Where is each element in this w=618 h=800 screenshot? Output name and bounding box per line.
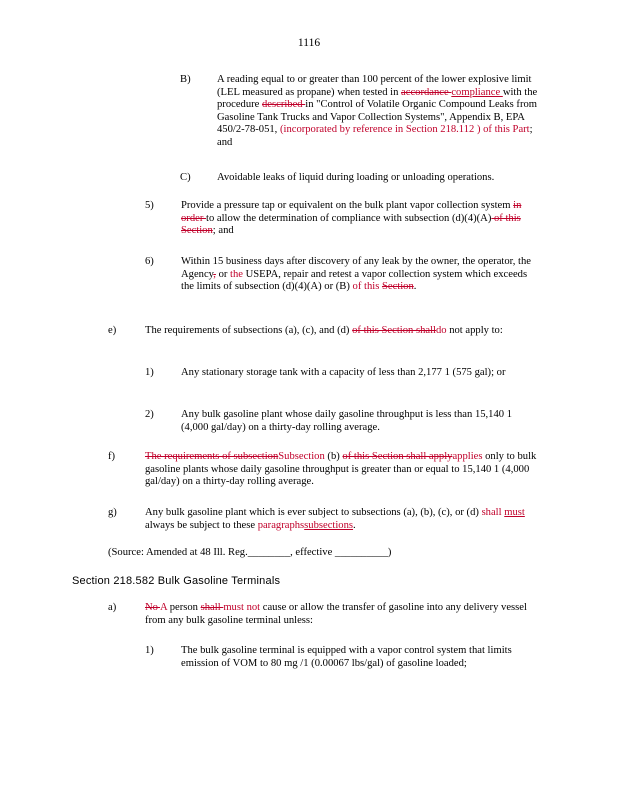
deleted-text: of this Section shall [352, 325, 436, 336]
text-run: Within 15 business days after discovery of any leak by the owner, the operator, the Agency [181, 256, 531, 280]
deleted-text: in order [181, 200, 522, 224]
inserted-text: Subsection [278, 451, 325, 462]
inserted-text: (incorporated by reference in Section 218.112 ) of this Part [279, 124, 530, 136]
text-run: (b) [324, 451, 343, 462]
item-label: 2) [145, 409, 154, 420]
deleted-text: The requirements of subsection [145, 451, 279, 462]
paragraph-item-e1 [181, 367, 539, 380]
inserted-text: do [435, 325, 447, 336]
item-label: C) [180, 172, 191, 183]
item-label: f) [108, 451, 116, 462]
paragraph-item-6 [181, 256, 539, 294]
paragraph-item-c [217, 172, 539, 185]
text-run: The bulk gasoline terminal is equipped with a vapor control system that limits emission of VOM to 80 mg /1 (0.00067 lbs/gal) of gasoline loaded; [181, 645, 512, 669]
deleted-text: Section [381, 281, 414, 293]
paragraph-item-f [145, 451, 539, 489]
text-run: only to bulk gasoline plants whose daily gasoline throughput is greater than or equal to 15,140 1 (4,000 gal/day) on a thirty-day rolling average. [145, 451, 537, 488]
item-label: 1) [145, 645, 154, 656]
item-label: B) [180, 74, 191, 85]
section-heading: Section 218.582 Bulk Gasoline Terminals [72, 575, 281, 587]
deleted-text: described [262, 99, 306, 111]
text-run: USEPA, repair and retest a vapor collection system which exceeds the limits of subsection (d)(4)(A) or (B) [181, 268, 528, 293]
inserted-text: subsections [304, 519, 354, 531]
paragraph-item-b [217, 74, 539, 150]
item-label: 6) [145, 256, 154, 267]
text-run: ; and [212, 225, 234, 237]
item-label: g) [108, 507, 117, 518]
inserted-text: of this [352, 281, 382, 293]
text-run: Any bulk gasoline plant whose daily gasoline throughput is less than 15,140 1 (4,000 gal/day) on a thirty-day rolling average. [181, 409, 513, 433]
deleted-text: shall [200, 602, 224, 613]
text-run: . [353, 519, 356, 531]
item-label: 1) [145, 367, 154, 378]
text-run: or [215, 268, 231, 280]
paragraph-item-a [145, 602, 539, 627]
text-run: A reading equal to or greater than 100 percent of the lower explosive limit (LEL measured as propane) when tested in [217, 74, 532, 98]
deleted-text: of this Section shall apply [342, 451, 453, 462]
inserted-text: must not [223, 602, 261, 613]
item-label: 5) [145, 200, 154, 211]
text-run: not apply to: [446, 325, 503, 336]
text-run: with the procedure [217, 86, 538, 111]
text-run: to allow the determination of compliance with subsection (d)(4)(A) [206, 212, 492, 224]
text-run: The requirements of subsections (a), (c), and (d) [145, 325, 353, 336]
text-run: . [413, 281, 417, 293]
inserted-text: the [230, 268, 246, 280]
paragraph-item-e2 [181, 409, 539, 434]
paragraph-item-e [145, 325, 539, 338]
text-run: ; and [217, 124, 533, 148]
paragraph-item-5 [181, 200, 539, 238]
text-run: Any stationary storage tank with a capacity of less than 2,177 1 (575 gal); or [181, 367, 506, 378]
text-run: (Source: Amended at 48 Ill. Reg.________, effective __________) [108, 547, 392, 558]
text-run: person [169, 602, 201, 613]
item-label: e) [108, 325, 117, 336]
text-run: in "Control of Volatile Organic Compound Leaks from Gasoline Tank Trucks and Vapor Collection Systems", Appendix B, EPA 450/2-78-051, [217, 99, 538, 136]
paragraph-item-a1 [181, 645, 539, 670]
inserted-text: A [160, 602, 170, 613]
inserted-text: must [504, 507, 525, 518]
inserted-text: paragraphs [257, 519, 305, 531]
page-number: 1116 [297, 37, 321, 49]
text-run: always be subject to these [145, 519, 258, 531]
deleted-text: No [145, 602, 161, 613]
paragraph-item-g [145, 507, 539, 532]
deleted-text: of this Section [181, 212, 521, 237]
item-label: a) [108, 602, 117, 613]
inserted-text: shall [481, 507, 505, 518]
text-run: Any bulk gasoline plant which is ever subject to subsections (a), (b), (c), or (d) [145, 507, 482, 518]
text-run: cause or allow the transfer of gasoline into any delivery vessel from any bulk gasoline terminal unless: [145, 602, 527, 626]
inserted-text: applies [452, 451, 483, 462]
inserted-text: compliance [451, 86, 503, 98]
deleted-text: accordance [401, 86, 452, 98]
text-run: Provide a pressure tap or equivalent on the bulk plant vapor collection system [181, 200, 514, 211]
deleted-text: , [213, 268, 216, 280]
source-note [108, 547, 539, 560]
text-run: Avoidable leaks of liquid during loading or unloading operations. [217, 172, 495, 183]
